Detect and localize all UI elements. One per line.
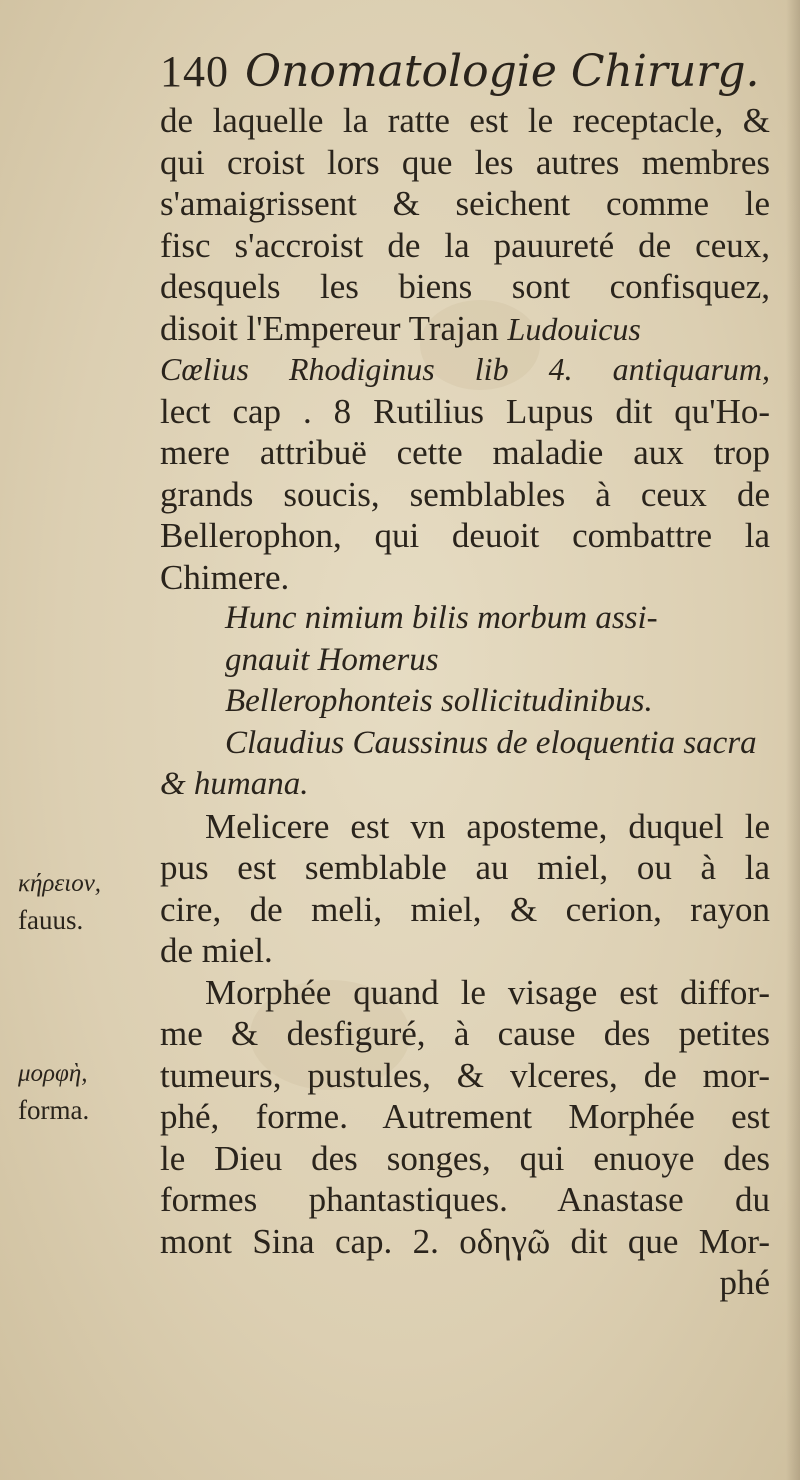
text-segment: disoit l'Empereur Trajan	[160, 308, 508, 348]
text-line: phé, forme. Autrement Morphée est	[160, 1097, 770, 1136]
text-line: le Dieu des songes, qui enuoye des	[160, 1138, 770, 1178]
text-line: mont Sina cap. 2. οδηγῶ dit que Mor-	[160, 1221, 770, 1261]
text-line: cire, de meli, miel, & cerion, rayon	[160, 889, 770, 929]
running-title: Onomatologie Chirurg.	[245, 46, 760, 97]
margin-note-fauus	[18, 866, 143, 938]
quote-line: Hunc nimium bilis morbum assi-	[225, 600, 658, 636]
text-line: grands soucis, semblables à ceux de	[160, 474, 770, 514]
margin-greek: κήρειον,	[18, 870, 102, 897]
quote-source: Claudius Caussinus de eloquentia sacra	[225, 724, 757, 761]
entry-melicere: Melicere est vn aposteme, duquel le	[205, 806, 770, 846]
text-line: tumeurs, pustules, & vlceres, de mor-	[160, 1055, 770, 1095]
italic-name: Ludouicus	[507, 310, 641, 347]
margin-latin: fauus.	[18, 905, 84, 935]
text-line: qui croist lors que les autres membres	[160, 142, 770, 182]
main-text	[160, 100, 770, 1304]
text-line: lect cap . 8 Rutilius Lupus dit qu'Ho-	[160, 391, 770, 431]
text-line: Bellerophon, qui deuoit combattre la	[160, 516, 770, 555]
text-line: Cœlius Rhodiginus lib 4. antiquarum,	[160, 351, 770, 387]
text-line: Chimere.	[160, 557, 290, 597]
margin-latin: forma.	[18, 1095, 90, 1125]
text-line: de miel.	[160, 931, 273, 970]
catchword: phé	[719, 1263, 770, 1302]
quote-line: Bellerophonteis sollicitudinibus.	[225, 683, 653, 719]
margin-note-forma	[18, 1056, 143, 1128]
quote-line: gnauit Homerus	[225, 641, 439, 678]
text-line: desquels les biens sont confisquez,	[160, 267, 770, 306]
text-line: me & desfiguré, à cause des petites	[160, 1014, 770, 1053]
page-header	[160, 42, 760, 102]
entry-morphee: Morphée quand le visage est diffor-	[205, 972, 770, 1012]
text-line: de laquelle la ratte est le receptacle, &	[160, 101, 770, 140]
text-line: formes phantastiques. Anastase du	[160, 1180, 770, 1219]
margin-greek: μορφὴ,	[18, 1060, 88, 1087]
page-number: 140	[160, 47, 229, 96]
text-line: mere attribuë cette maladie aux trop	[160, 433, 770, 472]
text-line: s'amaigrissent & seichent comme le	[160, 184, 770, 223]
text-line: fisc s'accroist de la pauureté de ceux,	[160, 225, 770, 265]
text-line	[160, 308, 770, 350]
text-line: pus est semblable au miel, ou à la	[160, 848, 770, 887]
quote-source: & humana.	[160, 766, 309, 802]
